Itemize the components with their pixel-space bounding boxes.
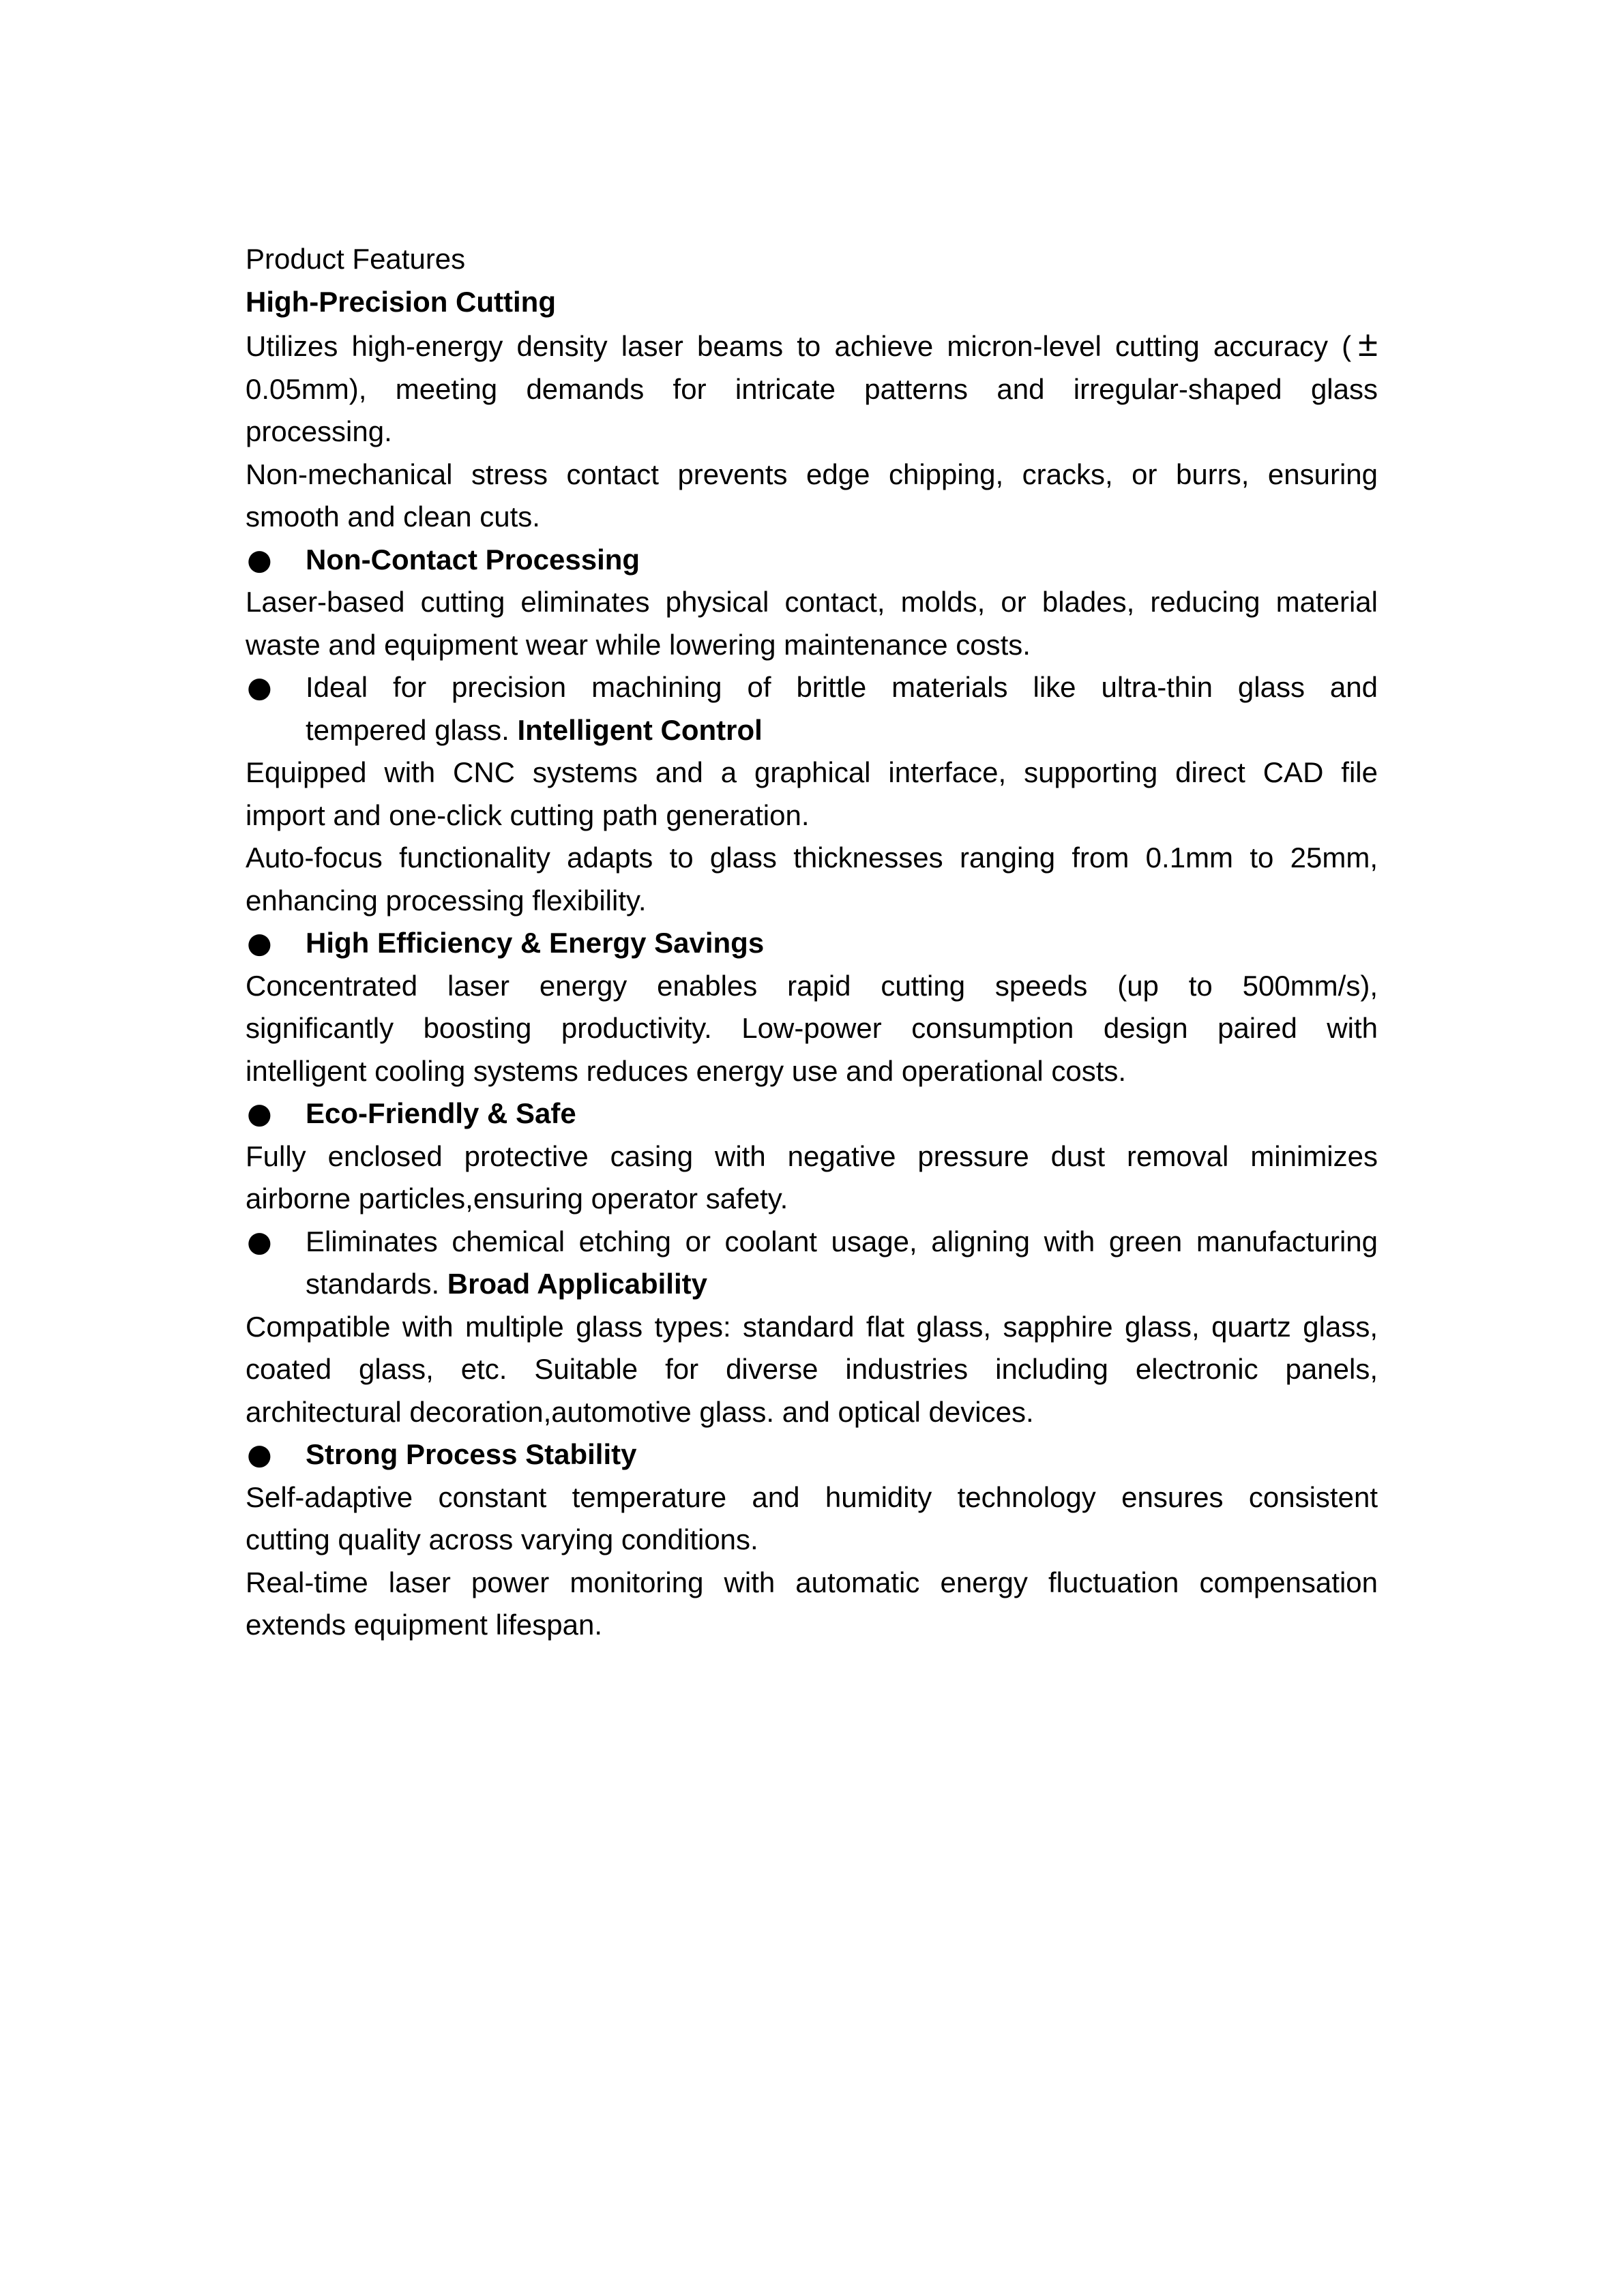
text-line	[246, 238, 1378, 281]
text-line	[246, 323, 1378, 368]
text-segment: standards.	[306, 1268, 447, 1300]
text-line	[246, 539, 1378, 582]
text-line	[246, 1519, 1378, 1562]
text-line	[246, 1178, 1378, 1221]
text-segment: Utilizes high-energy density laser beams to achieve micron-level cutting accuracy (	[246, 330, 1352, 362]
text-segment: Equipped with CNC systems and a graphical interface, supporting direct CAD file	[246, 756, 1378, 788]
text-segment-bold: Broad Applicability	[447, 1268, 707, 1300]
text-segment: extends equipment lifespan.	[246, 1609, 603, 1641]
text-segment: significantly boosting productivity. Low-power consumption design paired with	[246, 1012, 1378, 1044]
text-segment-bold: Eco-Friendly & Safe	[306, 1097, 576, 1129]
bullet-icon: ●	[247, 1097, 272, 1130]
text-segment-bold: Strong Process Stability	[306, 1438, 637, 1470]
text-line	[246, 281, 1378, 324]
text-segment: Laser-based cutting eliminates physical contact, molds, or blades, reducing material	[246, 586, 1378, 618]
text-segment: Self-adaptive constant temperature and humidity technology ensures consistent	[246, 1480, 1378, 1513]
text-line	[246, 1050, 1378, 1093]
text-line	[246, 453, 1378, 496]
text-line	[246, 1135, 1378, 1178]
text-line	[246, 624, 1378, 667]
text-segment-bold: High Efficiency & Energy Savings	[306, 927, 765, 959]
bullet-icon: ●	[247, 542, 272, 576]
text-segment: Eliminates chemical etching or coolant usage, aligning with green manufacturing	[306, 1225, 1378, 1257]
text-segment: Product Features	[246, 243, 466, 275]
text-segment-bold: Non-Contact Processing	[306, 543, 640, 576]
bullet-icon: ●	[247, 1224, 272, 1258]
text-segment: Fully enclosed protective casing with negative pressure dust removal minimizes	[246, 1139, 1378, 1172]
text-segment: architectural decoration,automotive glass. and optical devices.	[246, 1395, 1034, 1428]
document-content	[246, 238, 1378, 1647]
text-line	[246, 581, 1378, 624]
text-segment: coated glass, etc. Suitable for diverse industries including electronic panels,	[246, 1353, 1378, 1385]
text-line	[246, 1221, 1378, 1264]
text-line	[246, 1562, 1378, 1605]
text-segment: Real-time laser power monitoring with automatic energy fluctuation compensation	[246, 1566, 1378, 1598]
text-line	[246, 1007, 1378, 1050]
text-segment: Ideal for precision machining of brittle materials like ultra-thin glass and	[306, 671, 1378, 703]
text-line	[246, 496, 1378, 539]
text-segment: airborne particles,ensuring operator safety.	[246, 1182, 788, 1214]
text-line	[246, 666, 1378, 709]
text-segment: 0.05mm), meeting demands for intricate patterns and irregular-shaped glass	[246, 372, 1378, 405]
text-line	[246, 1391, 1378, 1434]
text-segment: import and one-click cutting path generation.	[246, 799, 810, 831]
bullet-icon: ●	[247, 1437, 272, 1471]
text-segment: Non-mechanical stress contact prevents edge chipping, cracks, or burrs, ensuring	[246, 458, 1378, 490]
text-line	[246, 709, 1378, 752]
text-segment: smooth and clean cuts.	[246, 501, 540, 533]
text-segment-bold: Intelligent Control	[517, 713, 763, 746]
text-segment: tempered glass.	[306, 713, 518, 746]
text-segment: Concentrated laser energy enables rapid cutting speeds (up to 500mm/s),	[246, 969, 1378, 1002]
text-segment: ±	[1358, 324, 1378, 364]
text-segment: Auto-focus functionality adapts to glass thicknesses ranging from 0.1mm to 25mm,	[246, 841, 1378, 874]
text-segment: Compatible with multiple glass types: standard flat glass, sapphire glass, quartz glass,	[246, 1310, 1378, 1343]
text-segment-bold: High-Precision Cutting	[246, 285, 556, 318]
bullet-icon: ●	[247, 926, 272, 959]
text-line	[246, 1433, 1378, 1476]
text-line	[246, 368, 1378, 411]
text-line	[246, 1348, 1378, 1391]
text-line	[246, 411, 1378, 453]
text-segment: waste and equipment wear while lowering maintenance costs.	[246, 628, 1031, 661]
text-line	[246, 880, 1378, 923]
text-line	[246, 965, 1378, 1008]
text-segment: enhancing processing flexibility.	[246, 884, 647, 916]
text-segment: processing.	[246, 415, 392, 447]
text-line	[246, 1263, 1378, 1306]
bullet-icon: ●	[247, 670, 272, 704]
text-line	[246, 922, 1378, 965]
text-segment: intelligent cooling systems reduces energy use and operational costs.	[246, 1054, 1127, 1087]
text-line	[246, 751, 1378, 794]
text-line	[246, 794, 1378, 837]
text-line	[246, 1306, 1378, 1349]
text-segment: cutting quality across varying conditions.	[246, 1523, 758, 1555]
text-line	[246, 837, 1378, 880]
text-line	[246, 1092, 1378, 1135]
text-line	[246, 1604, 1378, 1647]
text-line	[246, 1476, 1378, 1519]
